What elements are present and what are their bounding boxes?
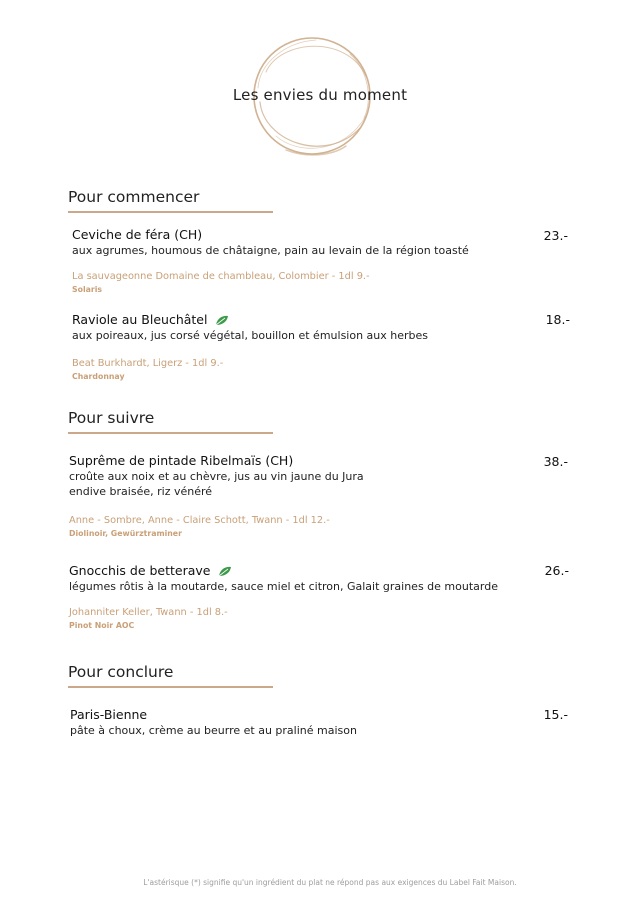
menu-item (72, 227, 572, 258)
section-divider (68, 211, 273, 213)
dish-name: Ceviche de féra (CH) (72, 227, 203, 242)
dish-name-row (72, 312, 572, 328)
footer-note: L'astérisque (*) signifie qu'un ingrédient du plat ne répond pas aux exigences du Label Fait Maison. (143, 878, 517, 887)
section-divider (68, 686, 273, 688)
menu-item (69, 563, 569, 594)
wine-pairing: Beat Burkhardt, Ligerz - 1dl 9.- (72, 358, 224, 369)
section-title: Pour conclure (68, 663, 174, 681)
dish-description-line2: endive braisée, riz vénéré (69, 485, 213, 498)
wine-grape: Solaris (72, 285, 103, 294)
dish-name: Suprême de pintade Ribelmaïs (CH) (69, 453, 294, 468)
wine-grape: Pinot Noir AOC (69, 621, 135, 630)
dish-name: Gnocchis de betterave (69, 563, 211, 578)
wine-pairing: La sauvageonne Domaine de chambleau, Colombier - 1dl 9.- (72, 271, 370, 282)
dish-price: 23.- (543, 228, 568, 243)
dish-price: 15.- (543, 707, 568, 722)
menu-item (70, 707, 570, 738)
section-title: Pour commencer (68, 188, 200, 206)
section-heading (68, 409, 273, 434)
section-divider (68, 432, 273, 434)
dish-description: croûte aux noix et au chèvre, jus au vin jaune du Jura (69, 470, 364, 483)
wine-pairing: Johanniter Keller, Twann - 1dl 8.- (69, 607, 228, 618)
dish-price: 38.- (543, 454, 568, 469)
dish-description: légumes rôtis à la moutarde, sauce miel et citron, Galait graines de moutarde (69, 580, 498, 593)
dish-description: pâte à choux, crème au beurre et au praliné maison (70, 724, 357, 737)
leaf-icon (215, 315, 229, 326)
leaf-icon (218, 566, 232, 577)
page-title: Les envies du moment (232, 86, 408, 104)
dish-name: Paris-Bienne (70, 707, 148, 722)
dish-description: aux agrumes, houmous de châtaigne, pain au levain de la région toasté (72, 244, 469, 257)
dish-name-row (69, 563, 569, 579)
wine-grape: Chardonnay (72, 372, 125, 381)
menu-item (72, 312, 572, 343)
menu-item (69, 453, 569, 499)
wine-pairing: Anne - Sombre, Anne - Claire Schott, Twann - 1dl 12.- (69, 515, 330, 526)
dish-price: 26.- (544, 563, 569, 578)
dish-price: 18.- (545, 312, 570, 327)
dish-description: aux poireaux, jus corsé végétal, bouillon et émulsion aux herbes (72, 329, 429, 342)
section-heading (68, 188, 273, 213)
section-title: Pour suivre (68, 409, 155, 427)
wine-grape: Diolinoir, Gewürztraminer (69, 529, 182, 538)
section-heading (68, 663, 273, 688)
dish-name: Raviole au Bleuchâtel (72, 312, 208, 327)
